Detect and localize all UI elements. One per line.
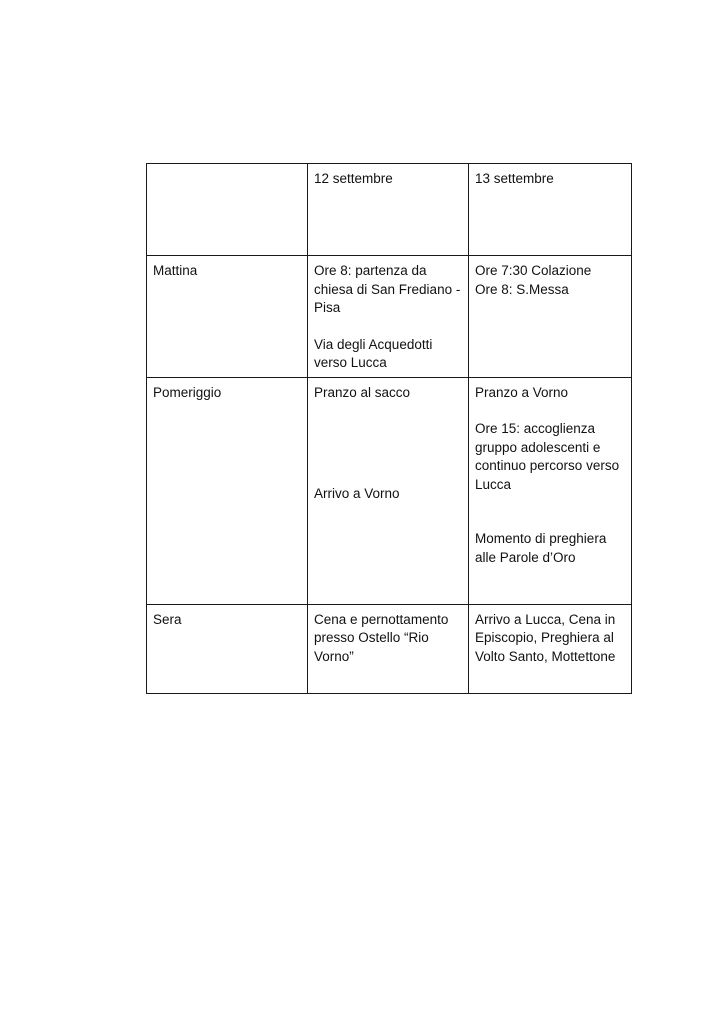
cell-text-line: verso Lucca bbox=[314, 355, 387, 370]
pomeriggio-day-13-cell bbox=[469, 377, 632, 604]
paragraph-spacer bbox=[475, 494, 626, 530]
cell-text-line: Ore 7:30 Colazione bbox=[475, 263, 592, 278]
header-day-12-label: 12 settembre bbox=[314, 171, 393, 186]
schedule-table bbox=[146, 163, 632, 694]
cell-text-line: Ore 15: accoglienza bbox=[475, 421, 596, 436]
cell-text-line: continuo percorso verso bbox=[475, 458, 620, 473]
header-empty-cell bbox=[147, 164, 308, 256]
cell-text-line: presso Ostello “Rio bbox=[314, 630, 429, 645]
cell-text-line: Arrivo a Vorno bbox=[314, 486, 400, 501]
cell-text-line: Momento di preghiera bbox=[475, 531, 607, 546]
row-label-cell bbox=[147, 604, 308, 693]
table-header-row bbox=[147, 164, 632, 256]
row-label-cell bbox=[147, 377, 308, 604]
cell-text-line: Lucca bbox=[475, 476, 512, 492]
cell-text-line: chiesa di San Frediano - bbox=[314, 281, 461, 297]
cell-text-line: Pisa bbox=[314, 300, 341, 315]
header-day-12 bbox=[308, 164, 469, 256]
cell-text-line: alle Parole d’Oro bbox=[475, 549, 576, 565]
table-row-mattina bbox=[147, 256, 632, 378]
header-day-13-label: 13 settembre bbox=[475, 171, 554, 186]
row-label-sera: Sera bbox=[153, 611, 182, 627]
cell-text-line: Vorno” bbox=[314, 648, 354, 664]
mattina-day-12-cell bbox=[308, 256, 469, 378]
sera-day-12-cell bbox=[308, 604, 469, 693]
cell-text-line: Cena e pernottamento bbox=[314, 611, 449, 627]
cell-text-line: Ore 8: partenza da bbox=[314, 263, 427, 278]
cell-text-line: Via degli Acquedotti bbox=[314, 336, 433, 352]
table-row-pomeriggio bbox=[147, 377, 632, 604]
row-label-mattina: Mattina bbox=[153, 263, 198, 278]
cell-text-line: Ore 8: S.Messa bbox=[475, 281, 569, 297]
cell-text-line: Volto Santo, Mottettone bbox=[475, 648, 616, 664]
cell-text-line: Pranzo al sacco bbox=[314, 384, 411, 400]
mattina-day-13-cell bbox=[469, 256, 632, 378]
cell-text-line: Arrivo a Lucca, Cena in bbox=[475, 611, 616, 627]
row-label-cell bbox=[147, 256, 308, 378]
header-day-13 bbox=[469, 164, 632, 256]
paragraph-spacer bbox=[475, 402, 626, 420]
pomeriggio-day-12-cell bbox=[308, 377, 469, 604]
cell-text-line: Episcopio, Preghiera al bbox=[475, 630, 614, 645]
cell-text-line: Pranzo a Vorno bbox=[475, 384, 569, 400]
sera-day-13-cell bbox=[469, 604, 632, 693]
table-row-sera bbox=[147, 604, 632, 693]
paragraph-spacer bbox=[314, 402, 463, 485]
paragraph-spacer bbox=[314, 318, 463, 336]
row-label-pomeriggio: Pomeriggio bbox=[153, 384, 222, 400]
cell-text-line: gruppo adolescenti e bbox=[475, 439, 601, 455]
